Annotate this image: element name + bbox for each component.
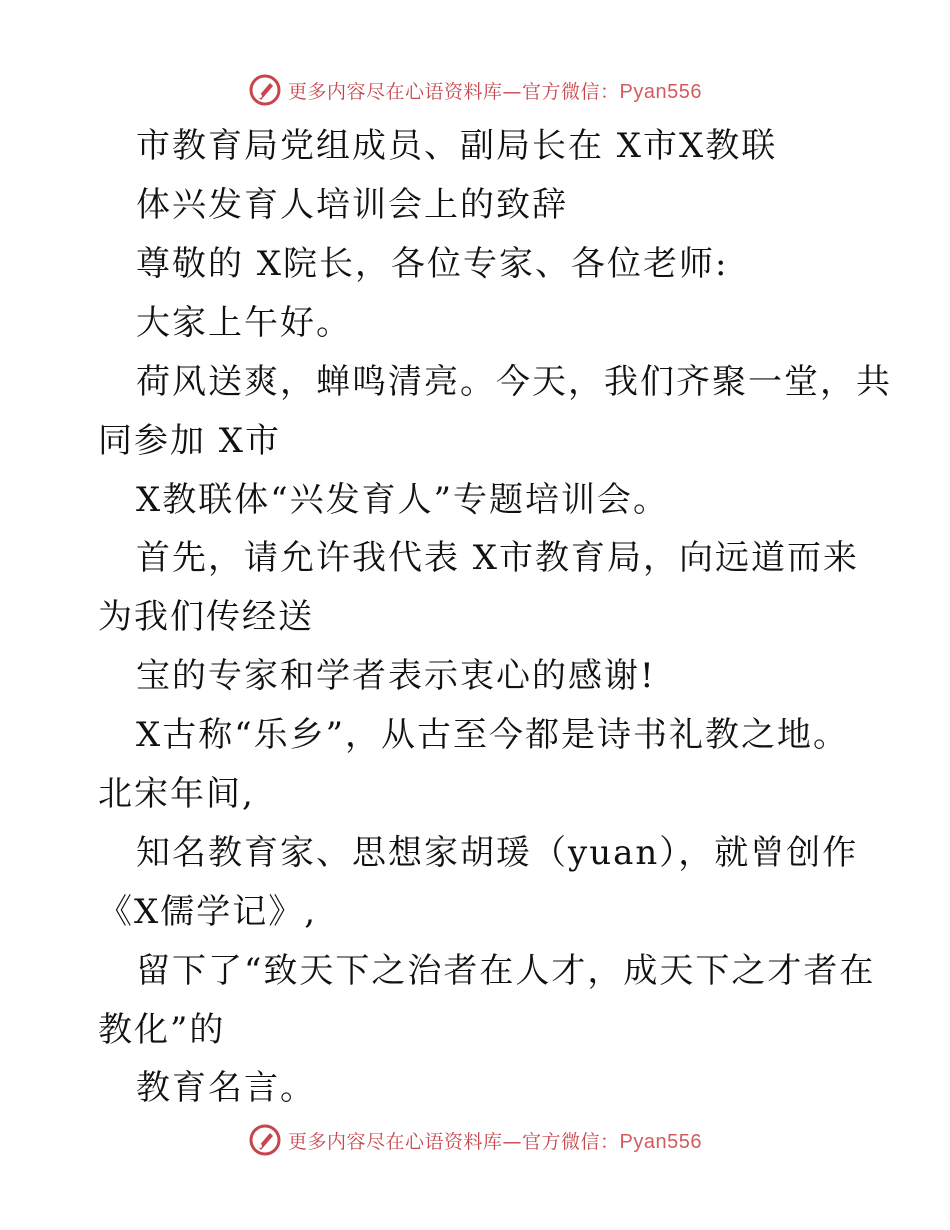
footer-text bbox=[288, 1127, 702, 1154]
paragraph-line: 宝的专家和学者表示衷心的感谢! bbox=[136, 656, 656, 696]
title-line-1: 市教育局党组成员、副局长在 X市X教联 bbox=[136, 126, 778, 166]
paragraph-line: 留下了“致天下之治者在人才，成天下之才者在 bbox=[136, 951, 876, 991]
paragraph-line: 知名教育家、思想家胡瑗（yuan），就曾创作 bbox=[136, 833, 859, 873]
paragraph-line: 为我们传经送 bbox=[98, 597, 314, 637]
footer-dash: — bbox=[502, 1130, 523, 1153]
pen-nib-seal-icon bbox=[248, 1123, 282, 1157]
footer-banner bbox=[0, 1120, 950, 1160]
paragraph-line: X古称“乐乡”，从古至今都是诗书礼教之地。 bbox=[136, 715, 849, 755]
header-banner bbox=[0, 70, 950, 110]
header-dash: — bbox=[502, 80, 523, 103]
salutation: 尊敬的 X院长，各位专家、各位老师: bbox=[136, 244, 729, 284]
title-line-2: 体兴发育人培训会上的致辞 bbox=[136, 185, 568, 225]
paragraph-line: 荷风送爽，蝉鸣清亮。今天，我们齐聚一堂，共 bbox=[136, 362, 892, 402]
paragraph-line: 教育名言。 bbox=[136, 1068, 316, 1108]
footer-wechat-id: Pyan556 bbox=[619, 1130, 702, 1153]
footer-brand: 更多内容尽在心语资料库 bbox=[288, 1130, 503, 1153]
paragraph-line: 《X儒学记》, bbox=[98, 892, 318, 932]
paragraph-line: 首先，请允许我代表 X市教育局，向远道而来 bbox=[136, 538, 860, 578]
paragraph-line: 北宋年间, bbox=[98, 774, 255, 814]
pen-nib-seal-icon bbox=[248, 73, 282, 107]
footer-wechat-label: 官方微信： bbox=[522, 1130, 620, 1153]
header-text bbox=[288, 77, 702, 104]
header-brand: 更多内容尽在心语资料库 bbox=[288, 80, 503, 103]
header-wechat-id: Pyan556 bbox=[619, 80, 702, 103]
paragraph-line: 同参加 X市 bbox=[98, 421, 282, 461]
header-wechat-label: 官方微信： bbox=[522, 80, 620, 103]
paragraph-line: 教化”的 bbox=[98, 1010, 226, 1050]
paragraph-line: X教联体“兴发育人”专题培训会。 bbox=[136, 480, 669, 520]
greeting: 大家上午好。 bbox=[136, 303, 352, 343]
